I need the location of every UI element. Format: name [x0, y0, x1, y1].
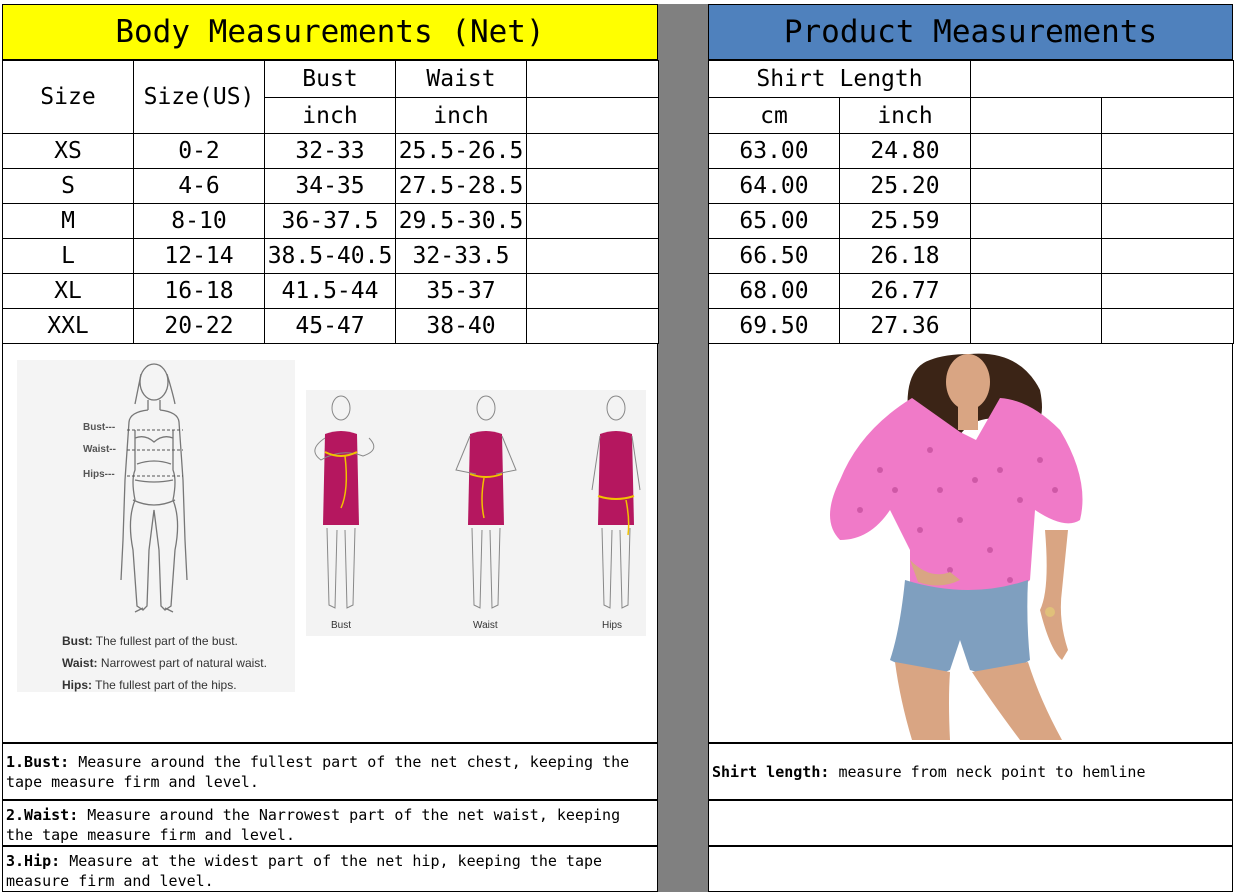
- shirt-length-column-header: Shirt Length: [709, 61, 971, 98]
- waist-cell: 25.5-26.5: [396, 134, 527, 169]
- cm-cell: 66.50: [709, 239, 840, 274]
- table-header-row: [3, 61, 659, 98]
- legend-hips-text: The fullest part of the hips.: [95, 678, 237, 692]
- bust-unit: inch: [265, 98, 396, 134]
- body-figure-icon: [17, 360, 295, 620]
- size-cell: XS: [3, 134, 134, 169]
- empty-cell: [971, 61, 1234, 98]
- empty-cell: [527, 274, 659, 309]
- empty-cell: [971, 98, 1102, 134]
- bust-cell: 32-33: [265, 134, 396, 169]
- bust-column-header: Bust: [265, 61, 396, 98]
- table-row: [709, 169, 1234, 204]
- note-bust-text: Measure around the fullest part of the net chest, keeping the tape measure firm and level.: [6, 753, 630, 791]
- inch-cell: 26.18: [840, 239, 971, 274]
- inch-cell: 25.20: [840, 169, 971, 204]
- table-row: [709, 239, 1234, 274]
- waist-unit: inch: [396, 98, 527, 134]
- empty-cell: [527, 98, 659, 134]
- note-hip-label: 3.Hip:: [6, 852, 61, 870]
- cm-cell: 69.50: [709, 309, 840, 344]
- legend-bust-text: The fullest part of the bust.: [95, 634, 238, 648]
- size-us-column-header: Size(US): [134, 61, 265, 134]
- empty-cell: [527, 309, 659, 344]
- note-shirt-length-text: measure from neck point to hemline: [838, 763, 1146, 781]
- empty-cell: [1102, 134, 1234, 169]
- size-cell: XL: [3, 274, 134, 309]
- table-row: [3, 309, 659, 344]
- empty-cell: [527, 134, 659, 169]
- waist-cell: 38-40: [396, 309, 527, 344]
- empty-note-row: [708, 846, 1233, 892]
- empty-cell: [527, 61, 659, 98]
- size-us-cell: 12-14: [134, 239, 265, 274]
- empty-cell: [971, 274, 1102, 309]
- table-row: [709, 274, 1234, 309]
- size-cell: S: [3, 169, 134, 204]
- product-photo: [800, 350, 1090, 740]
- legend-waist-text: Narrowest part of natural waist.: [100, 656, 267, 670]
- size-cell: M: [3, 204, 134, 239]
- legend-waist: [62, 656, 267, 670]
- dress-figures-icon: [306, 390, 646, 636]
- note-shirt-length: [708, 743, 1233, 800]
- note-shirt-length-label: Shirt length:: [712, 763, 830, 781]
- empty-note-row: [708, 800, 1233, 846]
- empty-cell: [527, 239, 659, 274]
- empty-cell: [971, 134, 1102, 169]
- cm-cell: 63.00: [709, 134, 840, 169]
- legend-hips-term: Hips:: [62, 678, 92, 692]
- table-row: [709, 309, 1234, 344]
- waist-cell: 29.5-30.5: [396, 204, 527, 239]
- table-row: [3, 274, 659, 309]
- table-row: [3, 239, 659, 274]
- inch-cell: 26.77: [840, 274, 971, 309]
- table-header-row: [709, 61, 1234, 98]
- legend-bust: [62, 634, 238, 648]
- product-measurements-table: [708, 60, 1234, 344]
- empty-cell: [1102, 204, 1234, 239]
- inch-cell: 27.36: [840, 309, 971, 344]
- note-bust: [2, 743, 658, 800]
- note-hip-text: Measure at the widest part of the net hip, keeping the tape measure firm and level.: [6, 852, 603, 890]
- dress-measurement-illustration: [306, 390, 646, 636]
- bust-cell: 38.5-40.5: [265, 239, 396, 274]
- waist-column-header: Waist: [396, 61, 527, 98]
- empty-cell: [1102, 274, 1234, 309]
- waist-cell: 35-37: [396, 274, 527, 309]
- product-measurements-header: [708, 4, 1233, 60]
- inch-unit: inch: [840, 98, 971, 134]
- size-column-header: Size: [3, 61, 134, 134]
- table-row: [3, 204, 659, 239]
- cm-unit: cm: [709, 98, 840, 134]
- empty-cell: [527, 169, 659, 204]
- empty-cell: [971, 309, 1102, 344]
- size-us-cell: 8-10: [134, 204, 265, 239]
- size-us-cell: 20-22: [134, 309, 265, 344]
- column-separator: [658, 4, 708, 892]
- empty-cell: [1102, 309, 1234, 344]
- body-measurements-title: Body Measurements (Net): [115, 14, 545, 50]
- size-us-cell: 16-18: [134, 274, 265, 309]
- note-waist: [2, 800, 658, 846]
- inch-cell: 25.59: [840, 204, 971, 239]
- bust-cell: 45-47: [265, 309, 396, 344]
- note-waist-label: 2.Waist:: [6, 806, 79, 824]
- table-row: [709, 204, 1234, 239]
- cm-cell: 65.00: [709, 204, 840, 239]
- waist-cell: 32-33.5: [396, 239, 527, 274]
- empty-cell: [971, 239, 1102, 274]
- size-cell: L: [3, 239, 134, 274]
- body-measurements-table: [2, 60, 659, 344]
- body-measurements-header: [2, 4, 658, 60]
- note-hip: [2, 846, 658, 892]
- bust-cell: 36-37.5: [265, 204, 396, 239]
- empty-cell: [971, 169, 1102, 204]
- empty-cell: [1102, 239, 1234, 274]
- legend-hips: [62, 678, 237, 692]
- size-us-cell: 0-2: [134, 134, 265, 169]
- figure-label-waist: Waist--: [83, 444, 116, 455]
- empty-cell: [1102, 169, 1234, 204]
- empty-cell: [527, 204, 659, 239]
- model-wearing-shirt-icon: [800, 350, 1090, 740]
- cm-cell: 64.00: [709, 169, 840, 204]
- table-row: [3, 134, 659, 169]
- product-measurements-title: Product Measurements: [783, 14, 1158, 50]
- waist-cell: 27.5-28.5: [396, 169, 527, 204]
- bust-cell: 41.5-44: [265, 274, 396, 309]
- bust-cell: 34-35: [265, 169, 396, 204]
- inch-cell: 24.80: [840, 134, 971, 169]
- dress-caption-waist: Waist: [473, 620, 498, 631]
- table-unit-row: [709, 98, 1234, 134]
- note-waist-text: Measure around the Narrowest part of the net waist, keeping the tape measure firm and level.: [6, 806, 621, 844]
- empty-cell: [971, 204, 1102, 239]
- empty-cell: [1102, 98, 1234, 134]
- body-outline-illustration: [17, 360, 295, 692]
- table-row: [3, 169, 659, 204]
- legend-bust-term: Bust:: [62, 634, 93, 648]
- size-cell: XXL: [3, 309, 134, 344]
- size-us-cell: 4-6: [134, 169, 265, 204]
- dress-caption-bust: Bust: [331, 620, 352, 631]
- cm-cell: 68.00: [709, 274, 840, 309]
- figure-label-bust: Bust---: [83, 422, 116, 433]
- legend-waist-term: Waist:: [62, 656, 98, 670]
- note-bust-label: 1.Bust:: [6, 753, 70, 771]
- table-row: [709, 134, 1234, 169]
- figure-label-hips: Hips---: [83, 469, 115, 480]
- dress-caption-hips: Hips: [602, 620, 623, 631]
